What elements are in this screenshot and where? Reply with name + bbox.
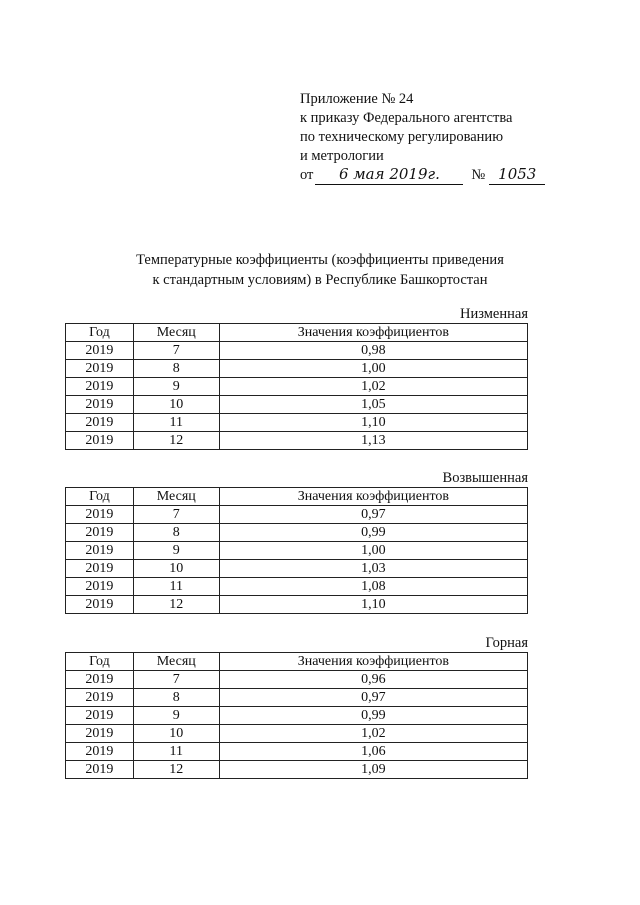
table-row bbox=[66, 671, 528, 689]
cell-month: 11 bbox=[133, 414, 219, 432]
cell-value: 1,03 bbox=[219, 560, 527, 578]
cell-month: 10 bbox=[133, 560, 219, 578]
cell-month: 10 bbox=[133, 725, 219, 743]
cell-year: 2019 bbox=[66, 360, 134, 378]
col-header-year: Год bbox=[66, 653, 134, 671]
table-row bbox=[66, 524, 528, 542]
agency-name-line-end: и метрологии bbox=[300, 148, 384, 164]
table-row bbox=[66, 414, 528, 432]
table-row bbox=[66, 578, 528, 596]
cell-value: 0,99 bbox=[219, 524, 527, 542]
cell-year: 2019 bbox=[66, 414, 134, 432]
cell-year: 2019 bbox=[66, 396, 134, 414]
table-header-row bbox=[66, 324, 528, 342]
cell-year: 2019 bbox=[66, 743, 134, 761]
document-title bbox=[60, 250, 580, 290]
cell-month: 9 bbox=[133, 542, 219, 560]
cell-value: 1,13 bbox=[219, 432, 527, 450]
table-row bbox=[66, 689, 528, 707]
section-upland bbox=[65, 469, 528, 614]
table-row bbox=[66, 560, 528, 578]
cell-month: 12 bbox=[133, 596, 219, 614]
table-header-row bbox=[66, 488, 528, 506]
section-lowland bbox=[65, 305, 528, 450]
cell-value: 1,00 bbox=[219, 542, 527, 560]
cell-month: 12 bbox=[133, 432, 219, 450]
cell-month: 8 bbox=[133, 689, 219, 707]
col-header-value: Значения коэффициентов bbox=[219, 488, 527, 506]
cell-year: 2019 bbox=[66, 524, 134, 542]
section-label: Горная bbox=[485, 635, 528, 651]
number-label: № bbox=[471, 167, 486, 183]
cell-year: 2019 bbox=[66, 506, 134, 524]
from-label: от bbox=[300, 167, 314, 183]
title-line-2: к стандартным условиям) в Республике Башкортостан bbox=[152, 272, 488, 288]
cell-year: 2019 bbox=[66, 578, 134, 596]
cell-month: 10 bbox=[133, 396, 219, 414]
cell-value: 1,05 bbox=[219, 396, 527, 414]
cell-value: 1,10 bbox=[219, 596, 527, 614]
cell-month: 9 bbox=[133, 378, 219, 396]
cell-value: 1,00 bbox=[219, 360, 527, 378]
cell-year: 2019 bbox=[66, 707, 134, 725]
title-line-1: Температурные коэффициенты (коэффициенты приведения bbox=[136, 252, 504, 268]
agency-name-line: по техническому регулированию bbox=[300, 129, 504, 145]
cell-year: 2019 bbox=[66, 378, 134, 396]
cell-year: 2019 bbox=[66, 342, 134, 360]
col-header-month: Месяц bbox=[133, 488, 219, 506]
table-row bbox=[66, 725, 528, 743]
table-row bbox=[66, 506, 528, 524]
cell-value: 1,06 bbox=[219, 743, 527, 761]
cell-month: 8 bbox=[133, 524, 219, 542]
table-header-row bbox=[66, 653, 528, 671]
table-row bbox=[66, 743, 528, 761]
col-header-value: Значения коэффициентов bbox=[219, 653, 527, 671]
handwritten-number: 1053 bbox=[489, 166, 545, 185]
cell-month: 9 bbox=[133, 707, 219, 725]
cell-year: 2019 bbox=[66, 560, 134, 578]
cell-value: 0,99 bbox=[219, 707, 527, 725]
coefficients-table bbox=[65, 652, 528, 779]
table-row bbox=[66, 596, 528, 614]
cell-month: 12 bbox=[133, 761, 219, 779]
appendix-number: Приложение № 24 bbox=[300, 91, 414, 107]
cell-year: 2019 bbox=[66, 761, 134, 779]
col-header-year: Год bbox=[66, 488, 134, 506]
cell-value: 0,97 bbox=[219, 506, 527, 524]
cell-value: 1,02 bbox=[219, 725, 527, 743]
cell-month: 11 bbox=[133, 743, 219, 761]
cell-value: 1,08 bbox=[219, 578, 527, 596]
cell-value: 0,96 bbox=[219, 671, 527, 689]
cell-month: 11 bbox=[133, 578, 219, 596]
table-row bbox=[66, 342, 528, 360]
coefficients-table bbox=[65, 323, 528, 450]
table-row bbox=[66, 396, 528, 414]
section-label: Возвышенная bbox=[442, 470, 528, 486]
cell-month: 7 bbox=[133, 671, 219, 689]
table-row bbox=[66, 707, 528, 725]
handwritten-date: 6 мая 2019г. bbox=[315, 166, 463, 185]
coefficients-table bbox=[65, 487, 528, 614]
cell-value: 1,10 bbox=[219, 414, 527, 432]
table-row bbox=[66, 360, 528, 378]
order-reference: к приказу Федерального агентства bbox=[300, 110, 513, 126]
cell-year: 2019 bbox=[66, 542, 134, 560]
table-row bbox=[66, 542, 528, 560]
cell-value: 0,98 bbox=[219, 342, 527, 360]
order-date-number bbox=[300, 166, 545, 185]
col-header-year: Год bbox=[66, 324, 134, 342]
col-header-month: Месяц bbox=[133, 653, 219, 671]
appendix-header bbox=[300, 90, 545, 185]
cell-value: 1,09 bbox=[219, 761, 527, 779]
cell-month: 7 bbox=[133, 342, 219, 360]
table-row bbox=[66, 761, 528, 779]
cell-year: 2019 bbox=[66, 432, 134, 450]
cell-year: 2019 bbox=[66, 689, 134, 707]
cell-value: 1,02 bbox=[219, 378, 527, 396]
table-row bbox=[66, 378, 528, 396]
section-mountain bbox=[65, 634, 528, 779]
cell-month: 8 bbox=[133, 360, 219, 378]
cell-year: 2019 bbox=[66, 671, 134, 689]
col-header-value: Значения коэффициентов bbox=[219, 324, 527, 342]
col-header-month: Месяц bbox=[133, 324, 219, 342]
cell-year: 2019 bbox=[66, 725, 134, 743]
section-label: Низменная bbox=[460, 306, 528, 322]
cell-month: 7 bbox=[133, 506, 219, 524]
cell-value: 0,97 bbox=[219, 689, 527, 707]
cell-year: 2019 bbox=[66, 596, 134, 614]
table-row bbox=[66, 432, 528, 450]
